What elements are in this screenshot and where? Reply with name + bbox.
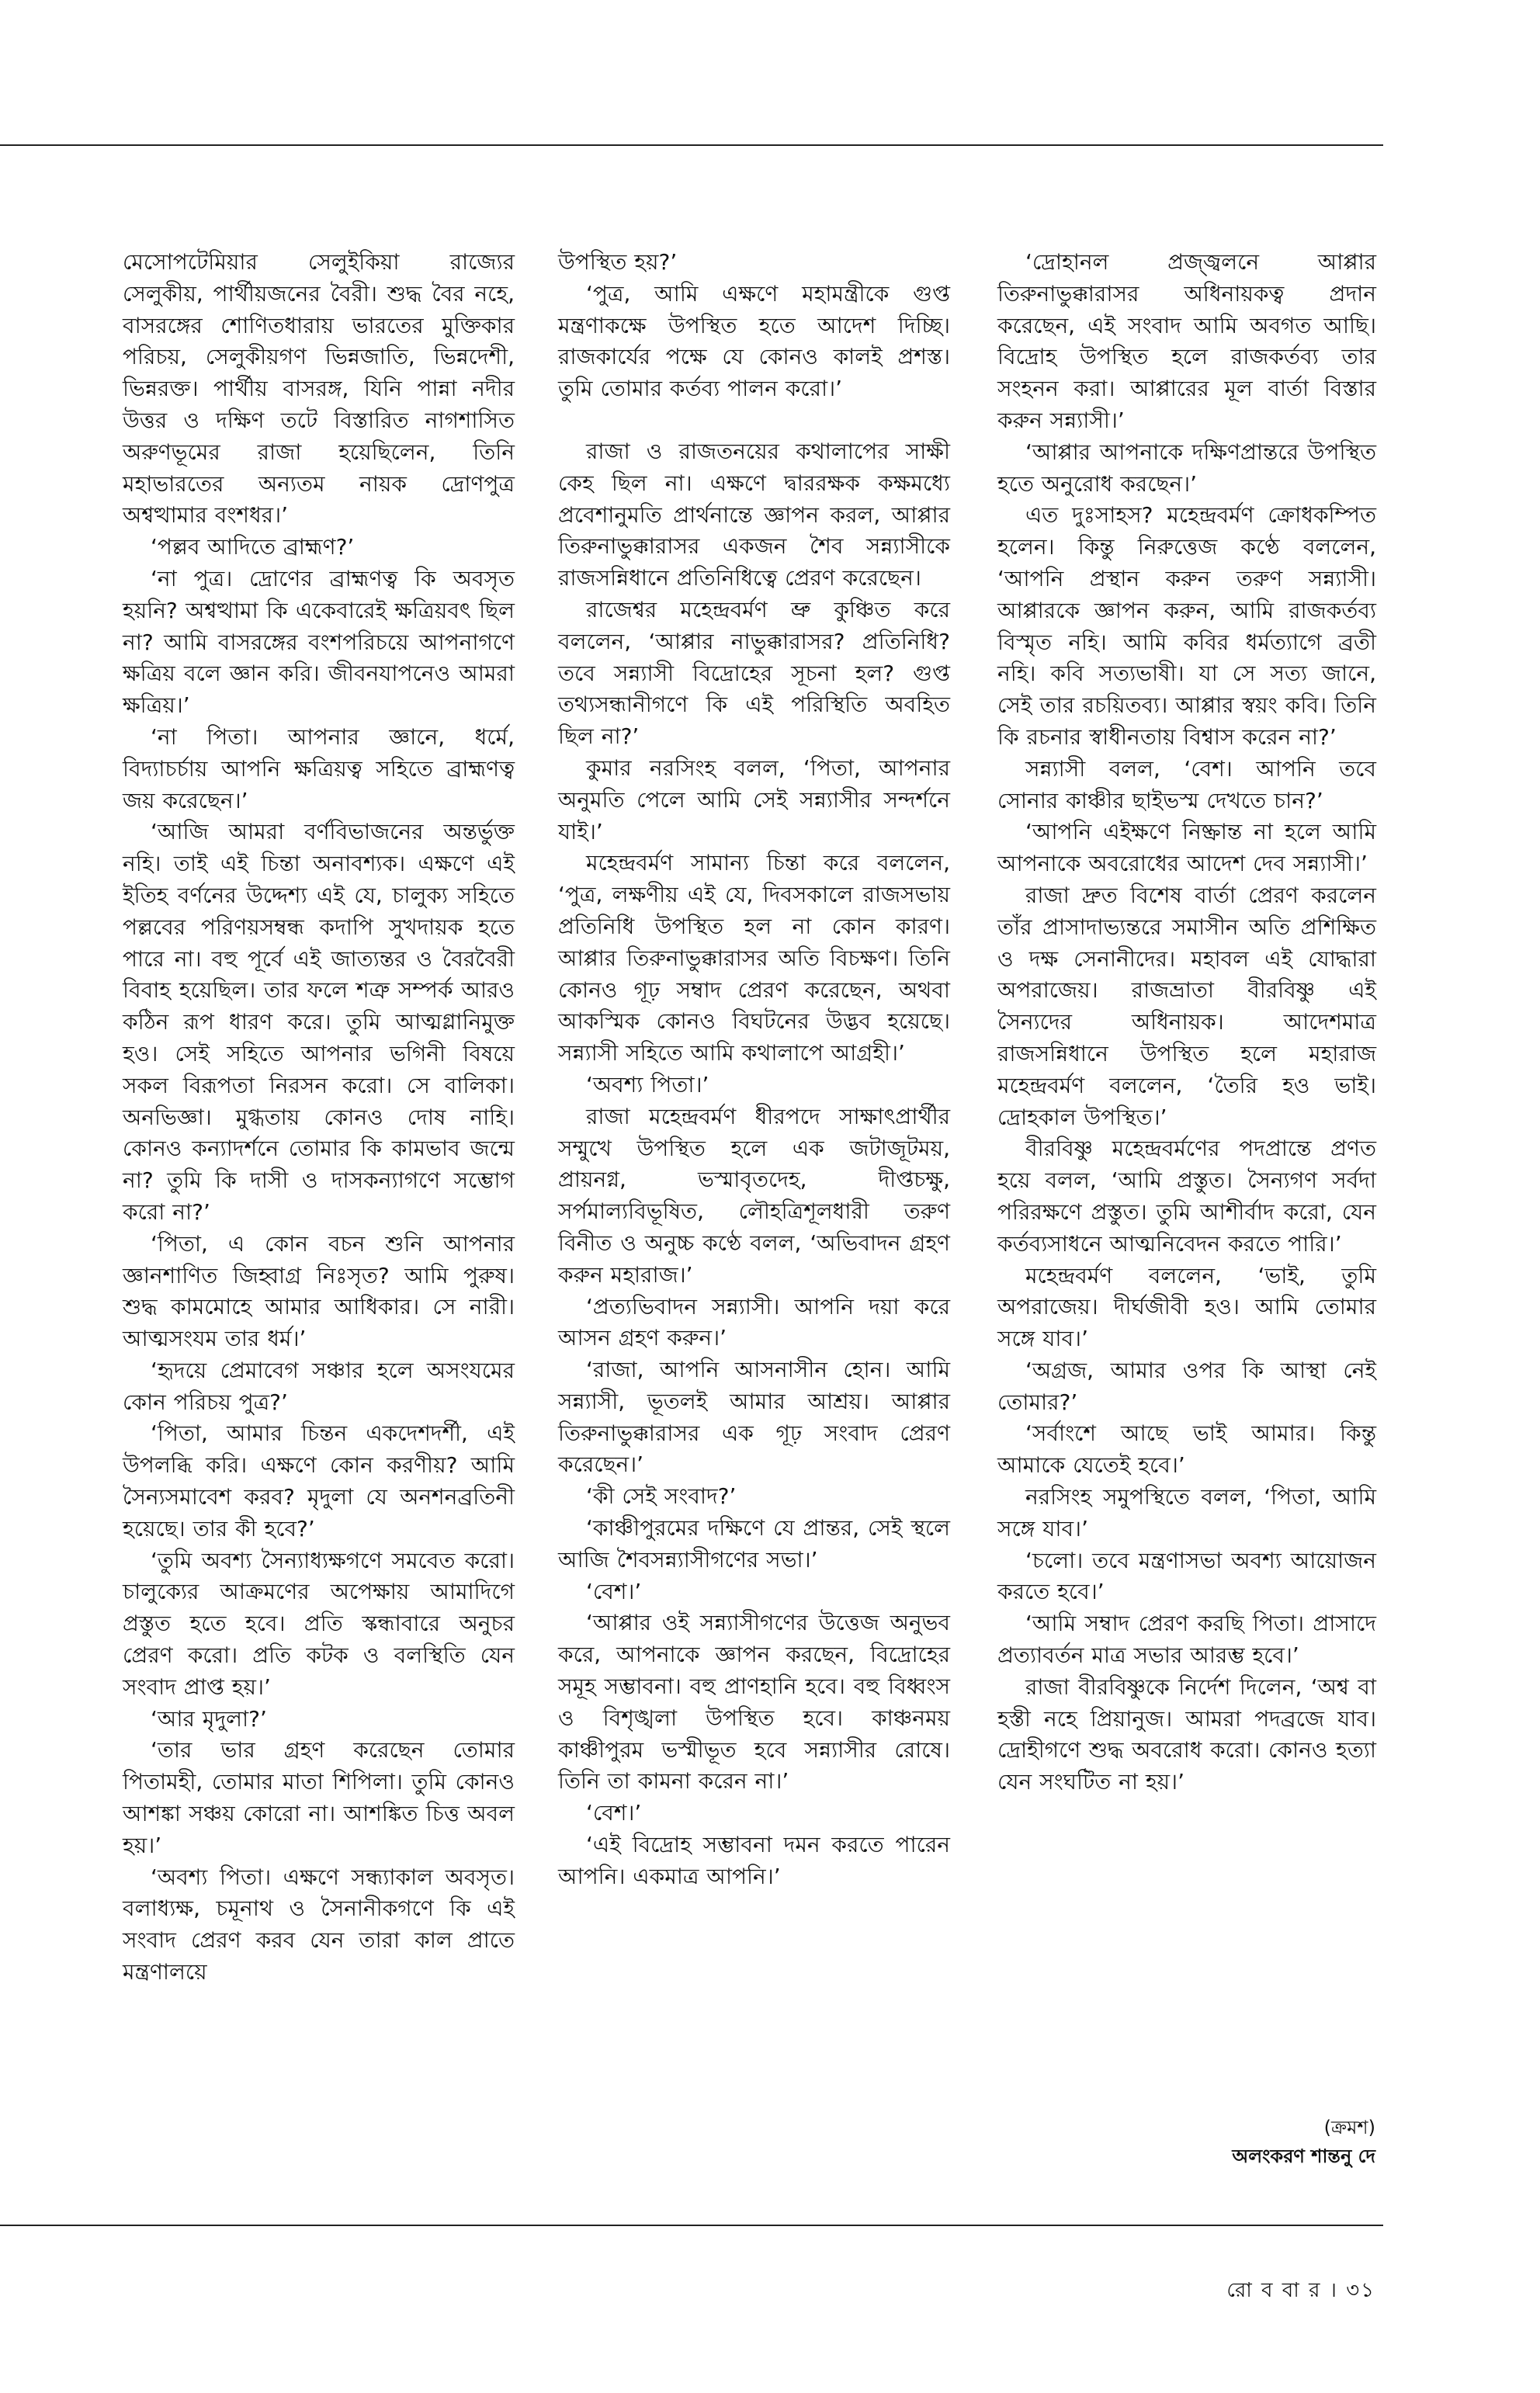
paragraph: রাজেশ্বর মহেন্দ্রবর্মণ ভ্রু কুঞ্চিত করে বললেন, ‘আপ্পার নাভুক্কারাসর? প্রতিনিধি? তবে সন্ন্যাসী বিদ্রোহের সূচনা হল? গুপ্ত তথ্যসন্ধানীগণে কি এই পরিস্থিতি অবহিত ছিল না?’ xyxy=(558,596,950,750)
paragraph: ‘কাঞ্চীপুরমের দক্ষিণে যে প্রান্তর, সেই স্থলে আজি শৈবসন্ন্যাসীগণের সভা।’ xyxy=(558,1515,950,1573)
paragraph: ‘চলো। তবে মন্ত্রণাসভা অবশ্য আয়োজন করতে হবে।’ xyxy=(997,1547,1376,1605)
paragraph: ‘অবশ্য পিতা।’ xyxy=(586,1071,709,1098)
paragraph: ‘দ্রোহানল প্রজ্জ্বলনে আপ্পার তিরুনাভুক্কারাসর অধিনায়কত্ব প্রদান করেছেন, এই সংবাদ আমি অবগত আছি। বিদ্রোহ উপস্থিত হলে রাজকর্তব্য তার সংহনন করা। আপ্পারের মূল বার্তা বিস্তার করুন সন্ন্যাসী।’ xyxy=(997,249,1376,433)
paragraph: ‘পল্লব আদিতে ব্রাহ্মণ?’ xyxy=(151,534,355,560)
paragraph: রাজা ও রাজতনয়ের কথালাপের সাক্ষী কেহ ছিল না। এক্ষণে দ্বাররক্ষক কক্ষমধ্যে প্রবেশানুমতি প্রার্থনান্তে জ্ঞাপন করল, আপ্পার তিরুনাভুক্কারাসর একজন শৈব সন্ন্যাসীকে রাজসন্নিধানে প্রতিনিধিত্বে প্রেরণ করেছেন। xyxy=(558,438,950,591)
paragraph: মেসোপটেমিয়ার সেলুইকিয়া রাজ্যের সেলুকীয়, পার্থীয়জনের বৈরী। শুদ্ধ বৈর নহে, বাসরঙ্গের শোণিতধারায় ভারতের মুক্তিকার পরিচয়, সেলুকীয়গণ ভিন্নজাতি, ভিন্নদেশী, ভিন্নরক্ত। পার্থীয় বাসরঙ্গ, যিনি পান্না নদীর উত্তর ও দক্ষিণ তটে বিস্তারিত নাগশাসিত অরুণভূমের রাজা হয়েছিলেন, তিনি মহাভারতের অন্যতম নায়ক দ্রোণপুত্র অশ্বত্থামার বংশধর।’ xyxy=(123,249,515,529)
page-number: ৩১ xyxy=(1346,2279,1375,2302)
paragraph: ‘বেশ।’ xyxy=(586,1800,642,1826)
continued-label: (ক্রমশ) xyxy=(1323,2117,1375,2138)
paragraph: ‘এই বিদ্রোহ সম্ভাবনা দমন করতে পারেন আপনি। একমাত্র আপনি।’ xyxy=(558,1832,950,1889)
paragraph: ‘সর্বাংশে আছে ভাই আমার। কিন্তু আমাকে যেতেই হবে।’ xyxy=(997,1420,1376,1479)
paragraph: ‘আমি সম্বাদ প্রেরণ করছি পিতা। প্রাসাদে প্রত্যাবর্তন মাত্র সভার আরম্ভ হবে।’ xyxy=(997,1611,1376,1669)
paragraph: ‘পুত্র, আমি এক্ষণে মহামন্ত্রীকে গুপ্ত মন্ত্রণাকক্ষে উপস্থিত হতে আদেশ দিচ্ছি। রাজকার্যের পক্ষে যে কোনও কালই প্রশস্ত। তুমি তোমার কর্তব্য পালন করো।’ xyxy=(558,280,950,402)
page-footer xyxy=(1226,2274,1375,2308)
top-rule xyxy=(0,144,1383,146)
paragraph: ‘অবশ্য পিতা। এক্ষণে সন্ধ্যাকাল অবসৃত। বলাধ্যক্ষ, চমূনাথ ও সৈনানীকগণে কি এই সংবাদ প্রেরণ করব যেন তারা কাল প্রাতে মন্ত্রণালয়ে xyxy=(123,1864,515,1985)
paragraph: ‘না পিতা। আপনার জ্ঞানে, ধর্মে, বিদ্যাচর্চায় আপনি ক্ষত্রিয়ত্ব সহিতে ব্রাহ্মণত্ব জয় করেছেন।’ xyxy=(123,723,515,813)
column-1 xyxy=(123,247,515,1989)
paragraph: ‘না পুত্র। দ্রোণের ব্রাহ্মণত্ব কি অবসৃত হয়নি? অশ্বত্থামা কি একেবারেই ক্ষত্রিয়বৎ ছিল না? আমি বাসরঙ্গের বংশপরিচয়ে আপনাগণে ক্ষত্রিয় বলে জ্ঞান করি। জীবনযাপনেও আমরা ক্ষত্রিয়।’ xyxy=(123,565,515,719)
paragraph: ‘আপনি এইক্ষণে নিষ্ক্রান্ত না হলে আমি আপনাকে অবরোধের আদেশ দেব সন্ন্যাসী।’ xyxy=(997,819,1376,877)
magazine-name: রো ব বা র xyxy=(1226,2279,1322,2302)
footer-separator: । xyxy=(1329,2279,1338,2302)
paragraph: ‘আপ্পার আপনাকে দক্ষিণপ্রান্তরে উপস্থিত হতে অনুরোধ করছেন।’ xyxy=(997,439,1376,497)
column-3 xyxy=(997,247,1376,1798)
paragraph: ‘বেশ।’ xyxy=(586,1578,642,1604)
paragraph: বীরবিষ্ণু মহেন্দ্রবর্মণের পদপ্রান্তে প্রণত হয়ে বলল, ‘আমি প্রস্তুত। সৈন্যগণ সর্বদা পরিরক্ষণে প্রস্তুত। তুমি আশীর্বাদ করো, যেন কর্তব্যসাধনে আত্মনিবেদন করতে পারি।’ xyxy=(997,1136,1376,1257)
paragraph: ‘তার ভার গ্রহণ করেছেন তোমার পিতামহী, তোমার মাতা শিপিলা। তুমি কোনও আশঙ্কা সঞ্চয় কোরো না। আশঙ্কিত চিত্ত অবল হয়।’ xyxy=(123,1737,515,1858)
paragraph: কুমার নরসিংহ বলল, ‘পিতা, আপনার অনুমতি পেলে আমি সেই সন্ন্যাসীর সন্দর্শনে যাই।’ xyxy=(558,754,950,844)
paragraph: ‘আপ্পার ওই সন্ন্যাসীগণের উত্তেজ অনুভব করে, আপনাকে জ্ঞাপন করছেন, বিদ্রোহের সমূহ সম্ভাবনা। বহু প্রাণহানি হবে। বহু বিধ্বংস ও বিশৃঙ্খলা উপস্থিত হবে। কাঞ্চনময় কাঞ্চীপুরম ভস্মীভূত হবে সন্ন্যাসীর রোষে। তিনি তা কামনা করেন না।’ xyxy=(558,1610,950,1795)
paragraph: উপস্থিত হয়?’ xyxy=(558,249,678,275)
paragraph: ‘তুমি অবশ্য সৈন্যাধ্যক্ষগণে সমবেত করো। চালুক্যের আক্রমণের অপেক্ষায় আমাদিগে প্রস্তুত হতে হবে। প্রতি স্কন্ধাবারে অনুচর প্রেরণ করো। প্রতি কটক ও বলস্থিতি যেন সংবাদ প্রাপ্ত হয়।’ xyxy=(123,1547,515,1700)
illustration-credit: অলংকরণ শান্তনু দে xyxy=(1232,2145,1375,2167)
paragraph: ‘প্রত্যভিবাদন সন্ন্যাসী। আপনি দয়া করে আসন গ্রহণ করুন।’ xyxy=(558,1293,950,1351)
paragraph: সন্ন্যাসী বলল, ‘বেশ। আপনি তবে সোনার কাঞ্চীর ছাইভস্ম দেখতে চান?’ xyxy=(997,755,1376,813)
paragraph: ‘হৃদয়ে প্রেমাবেগ সঞ্চার হলে অসংযমের কোন পরিচয় পুত্র?’ xyxy=(123,1357,515,1415)
bottom-rule xyxy=(0,2225,1383,2226)
paragraph: ‘আর মৃদুলা?’ xyxy=(151,1705,267,1732)
paragraph: ‘পিতা, আমার চিন্তন একদেশদর্শী, এই উপলব্ধি করি। এক্ষণে কোন করণীয়? আমি সৈন্যসমাবেশ করব? মৃদুলা যে অনশনব্রতিনী হয়েছে। তার কী হবে?’ xyxy=(123,1420,515,1542)
paragraph: ‘রাজা, আপনি আসনাসীন হোন। আমি সন্ন্যাসী, ভূতলই আমার আশ্রয়। আপ্পার তিরুনাভুক্কারাসর এক গূঢ় সংবাদ প্রেরণ করেছেন।’ xyxy=(558,1357,950,1478)
paragraph: ‘অগ্রজ, আমার ওপর কি আস্থা নেই তোমার?’ xyxy=(997,1357,1376,1415)
paragraph: এত দুঃসাহস? মহেন্দ্রবর্মণ ক্রোধকম্পিত হলেন। কিন্তু নিরুত্তেজ কণ্ঠে বললেন, ‘আপনি প্রস্থান করুন তরুণ সন্ন্যাসী। আপ্পারকে জ্ঞাপন করুন, আমি রাজকর্তব্য বিস্মৃত নহি। আমি কবির ধর্মত্যাগে ব্রতী নহি। কবি সত্যভাষী। যা সে সত্য জানে, সেই তার রচয়িতব্য। আপ্পার স্বয়ং কবি। তিনি কি রচনার স্বাধীনতায় বিশ্বাস করেন না?’ xyxy=(997,502,1376,750)
paragraph: নরসিংহ সমুপস্থিতে বলল, ‘পিতা, আমি সঙ্গে যাব।’ xyxy=(997,1484,1376,1542)
column-2 xyxy=(558,247,950,1893)
paragraph: রাজা বীরবিষ্ণুকে নির্দেশ দিলেন, ‘অশ্ব বা হস্তী নহে প্রিয়ানুজ। আমরা পদব্রজে যাব। দ্রোহীগণে শুদ্ধ অবরোধ করো। কোনও হত্যা যেন সংঘটিত না হয়।’ xyxy=(997,1673,1376,1795)
paragraph: মহেন্দ্রবর্মণ সামান্য চিন্তা করে বললেন, ‘পুত্র, লক্ষণীয় এই যে, দিবসকালে রাজসভায় প্রতিনিধি উপস্থিত হল না কোন কারণ। আপ্পার তিরুনাভুক্কারাসর অতি বিচক্ষণ। তিনি কোনও গূঢ় সম্বাদ প্রেরণ করেছেন, অথবা আকস্মিক কোনও বিঘটনের উদ্ভব হয়েছে। সন্ন্যাসী সহিতে আমি কথালাপে আগ্রহী।’ xyxy=(558,850,950,1066)
paragraph: ‘পিতা, এ কোন বচন শুনি আপনার জ্ঞানশাণিত জিহ্বাগ্র নিঃসৃত? আমি পুরুষ। শুদ্ধ কামমোহে আমার আধিকার। সে নারী। আত্মসংযম তার ধর্ম।’ xyxy=(123,1230,515,1352)
paragraph: মহেন্দ্রবর্মণ বললেন, ‘ভাই, তুমি অপরাজেয়। দীর্ঘজীবী হও। আমি তোমার সঙ্গে যাব।’ xyxy=(997,1262,1376,1352)
paragraph: রাজা দ্রুত বিশেষ বার্তা প্রেরণ করলেন তাঁর প্রাসাদাভ্যন্তরে সমাসীন অতি প্রশিক্ষিত ও দক্ষ সেনানীদের। মহাবল এই যোদ্ধারা অপরাজেয়। রাজভ্রাতা বীরবিষ্ণু এই সৈন্যদের অধিনায়ক। আদেশমাত্র রাজসন্নিধানে উপস্থিত হলে মহারাজ মহেন্দ্রবর্মণ বললেন, ‘তৈরি হও ভাই। দ্রোহকাল উপস্থিত।’ xyxy=(997,882,1376,1130)
paragraph: রাজা মহেন্দ্রবর্মণ ধীরপদে সাক্ষাৎপ্রার্থীর সম্মুখে উপস্থিত হলে এক জটাজূটময়, প্রায়নগ্ন, ভস্মাবৃতদেহ, দীপ্তচক্ষু, সর্পমাল্যবিভূষিত, লৌহত্রিশূলধারী তরুণ বিনীত ও অনুচ্চ কণ্ঠে বলল, ‘অভিবাদন গ্রহণ করুন মহারাজ।’ xyxy=(558,1103,950,1288)
paragraph: ‘আজি আমরা বর্ণবিভাজনের অন্তর্ভুক্ত নহি। তাই এই চিন্তা অনাবশ্যক। এক্ষণে এই ইতিহ বর্ণনের উদ্দেশ্য এই যে, চালুক্য সহিতে পল্লবের পরিণয়সম্বন্ধ কদাপি সুখদায়ক হতে পারে না। বহু পূর্বে এই জাত্যন্তর ও বৈরবৈরী বিবাহ হয়েছিল। তার ফলে শত্রু সম্পর্ক আরও কঠিন রূপ ধারণ করে। তুমি আত্মগ্লানিমুক্ত হও। সেই সহিতে আপনার ভগিনী বিষয়ে সকল বিরূপতা নিরসন করো। সে বালিকা। অনভিজ্ঞা। মুগ্ধতায় কোনও দোষ নাহি। কোনও কন্যাদর্শনে তোমার কি কামভাব জন্মে না? তুমি কি দাসী ও দাসকন্যাগণে সম্ভোগ করো না?’ xyxy=(123,819,515,1225)
paragraph: ‘কী সেই সংবাদ?’ xyxy=(586,1483,737,1510)
